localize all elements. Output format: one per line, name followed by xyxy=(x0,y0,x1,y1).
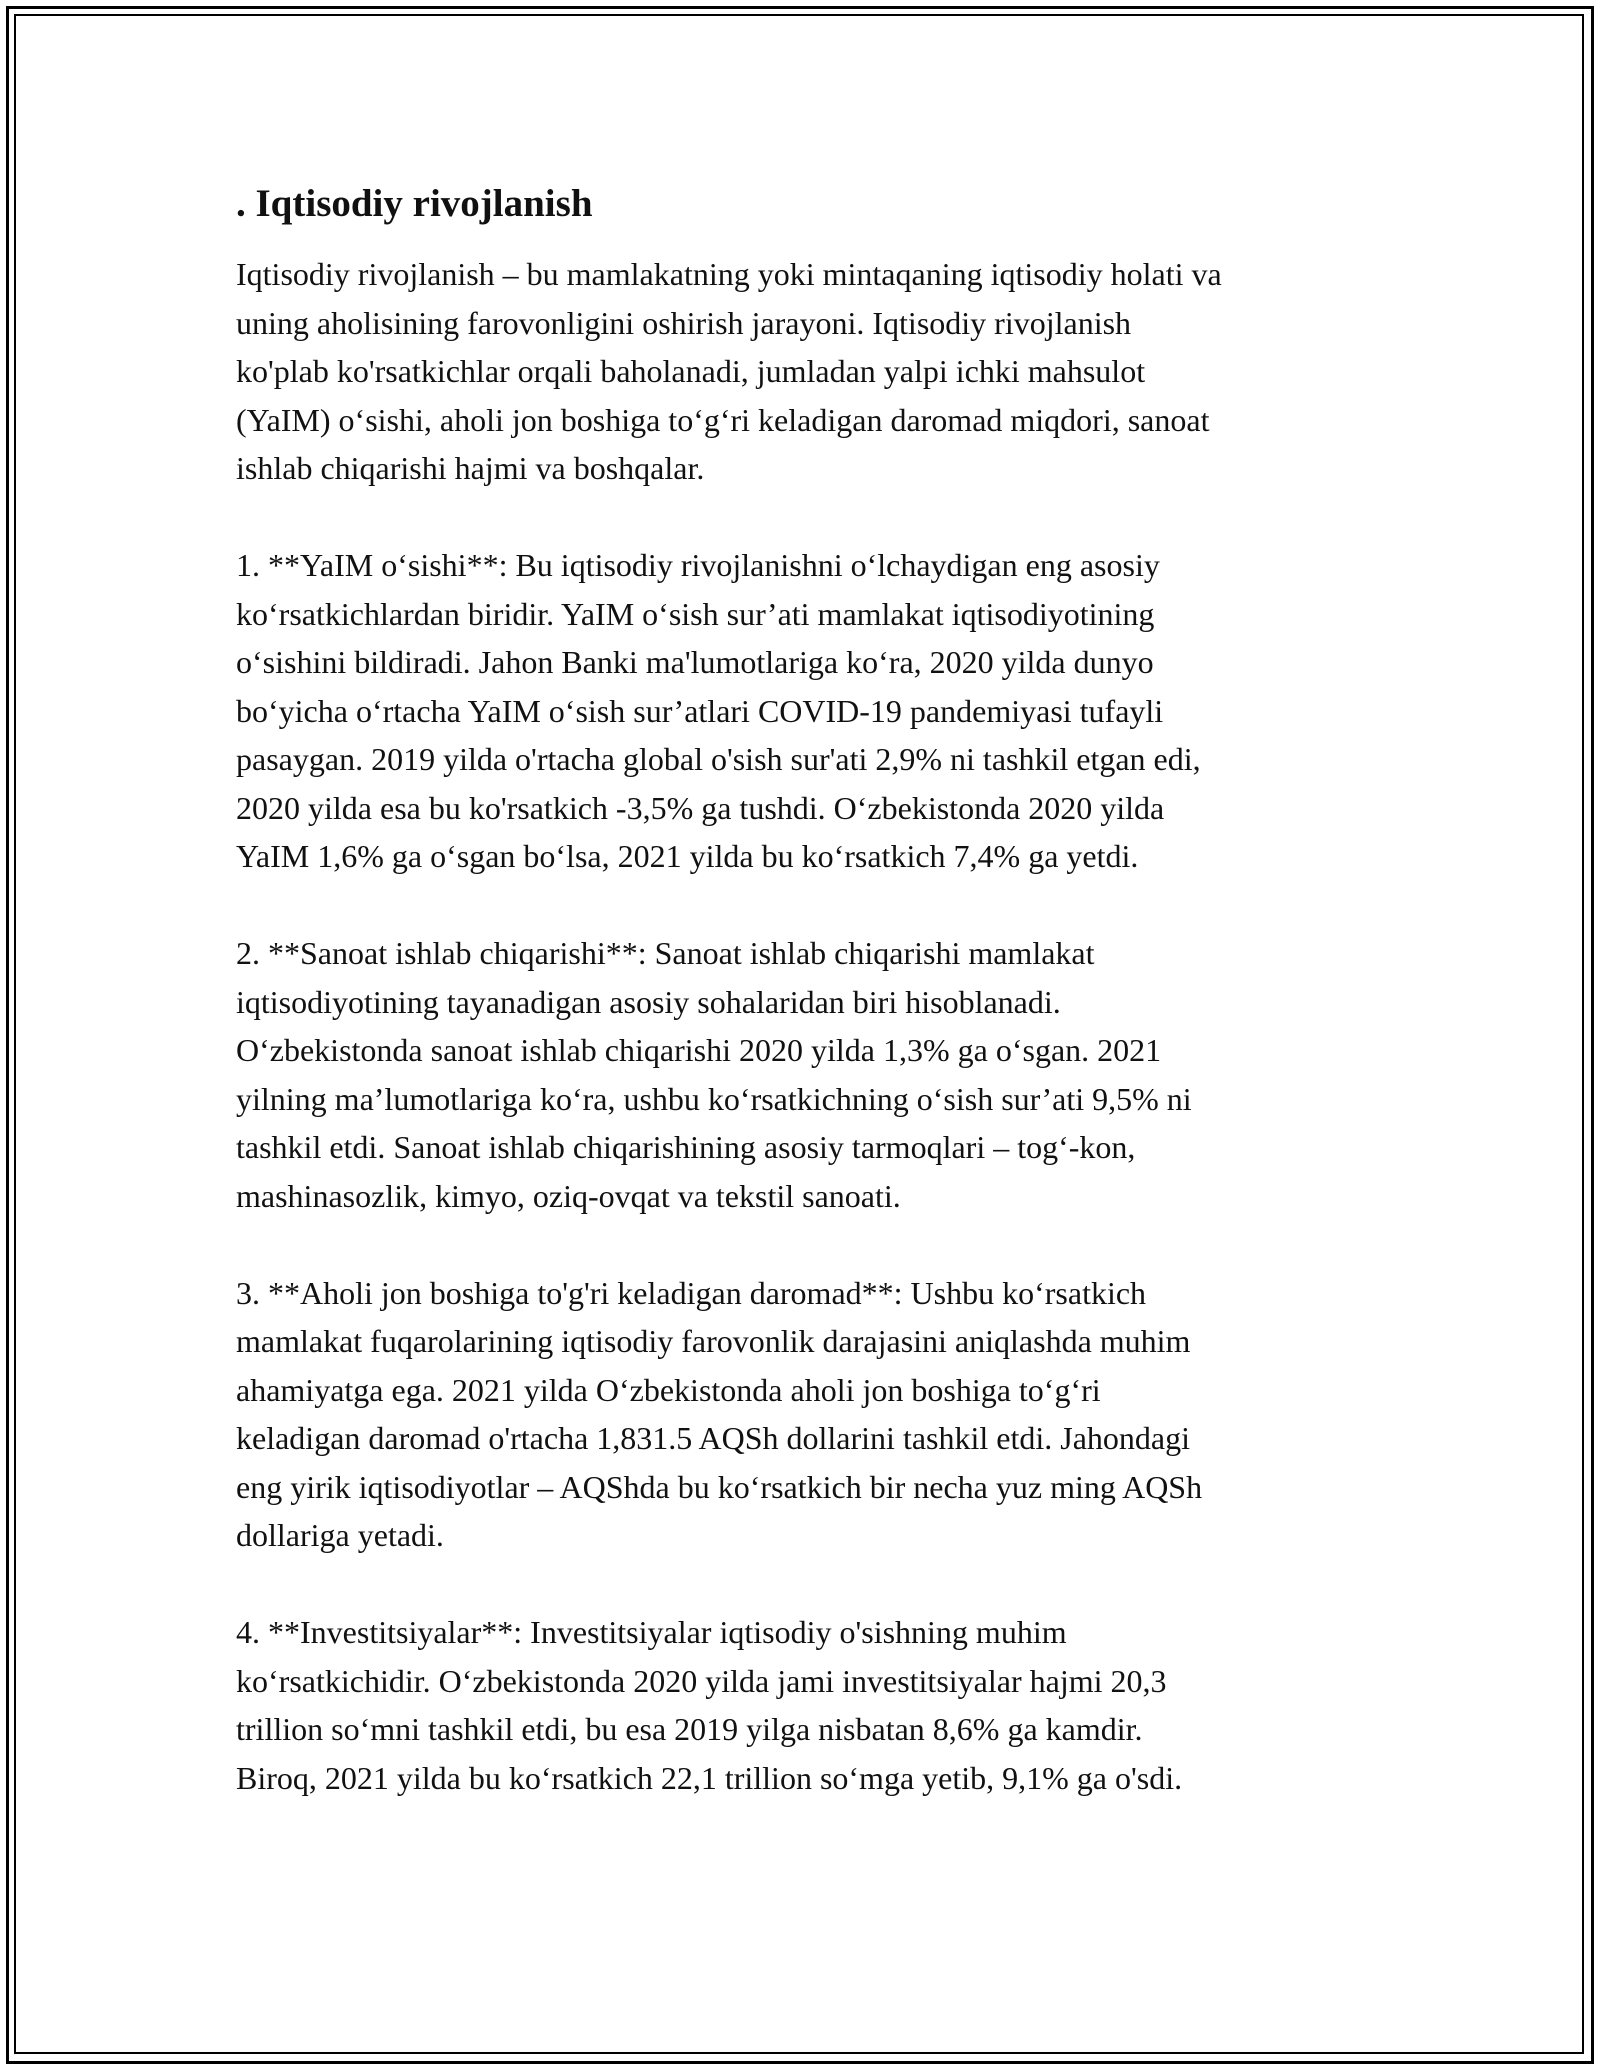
text-line: Biroq, 2021 yilda bu ko‘rsatkich 22,1 trillion so‘mga yetib, 9,1% ga o'sdi. xyxy=(236,1759,1183,1796)
document-body xyxy=(236,180,1376,1851)
text-line: ko‘rsatkichidir. O‘zbekistonda 2020 yilda jami investitsiyalar hajmi 20,3 xyxy=(236,1662,1167,1699)
text-line: uning aholisining farovonligini oshirish jarayoni. Iqtisodiy rivojlanish xyxy=(236,304,1132,341)
text-line: ahamiyatga ega. 2021 yilda O‘zbekistonda aholi jon boshiga to‘g‘ri xyxy=(236,1371,1101,1408)
text-line: ko'plab ko'rsatkichlar orqali baholanadi, jumladan yalpi ichki mahsulot xyxy=(236,353,1146,389)
text-line: tashkil etdi. Sanoat ishlab chiqarishining asosiy tarmoqlari – tog‘-kon, xyxy=(236,1129,1136,1165)
paragraph xyxy=(236,1608,1376,1802)
text-line: YaIM 1,6% ga o‘sgan bo‘lsa, 2021 yilda bu ko‘rsatkich 7,4% ga yetdi. xyxy=(236,838,1139,874)
text-line: 3. **Aholi jon boshiga to'g'ri keladigan daromad**: Ushbu ko‘rsatkich xyxy=(236,1274,1147,1311)
text-line: ishlab chiqarishi hajmi va boshqalar. xyxy=(236,450,705,486)
text-line: 4. **Investitsiyalar**: Investitsiyalar iqtisodiy o'sishning muhim xyxy=(236,1614,1067,1650)
text-line: 1. **YaIM o‘sishi**: Bu iqtisodiy rivojlanishni o‘lchaydigan eng asosiy xyxy=(236,547,1160,583)
text-line: yilning ma’lumotlariga ko‘ra, ushbu ko‘rsatkichning o‘sish sur’ati 9,5% ni xyxy=(236,1080,1192,1117)
text-line: dollariga yetadi. xyxy=(236,1517,444,1553)
text-line: bo‘yicha o‘rtacha YaIM o‘sish sur’atlari COVID-19 pandemiyasi tufayli xyxy=(236,692,1164,729)
paragraph xyxy=(236,250,1376,493)
text-line: ko‘rsatkichlardan biridir. YaIM o‘sish sur’ati mamlakat iqtisodiyotining xyxy=(236,595,1155,632)
text-line: mamlakat fuqarolarining iqtisodiy farovonlik darajasini aniqlashda muhim xyxy=(236,1323,1191,1359)
text-line: eng yirik iqtisodiyotlar – AQShda bu ko‘rsatkich bir necha yuz ming AQSh xyxy=(236,1468,1203,1505)
paragraph xyxy=(236,541,1376,881)
text-line: 2020 yilda esa bu ko'rsatkich -3,5% ga tushdi. O‘zbekistonda 2020 yilda xyxy=(236,789,1165,826)
text-line: iqtisodiyotining tayanadigan asosiy sohalaridan biri hisoblanadi. xyxy=(236,983,1061,1020)
paragraph xyxy=(236,929,1376,1220)
text-line: pasaygan. 2019 yilda o'rtacha global o'sish sur'ati 2,9% ni tashkil etgan edi, xyxy=(236,741,1201,777)
text-line: (YaIM) o‘sishi, aholi jon boshiga to‘g‘ri keladigan daromad miqdori, sanoat xyxy=(236,401,1210,438)
section-heading: . Iqtisodiy rivojlanish xyxy=(236,182,593,225)
text-line: 2. **Sanoat ishlab chiqarishi**: Sanoat ishlab chiqarishi mamlakat xyxy=(236,935,1095,971)
text-line: keladigan daromad o'rtacha 1,831.5 AQSh dollarini tashkil etdi. Jahondagi xyxy=(236,1420,1190,1456)
text-line: O‘zbekistonda sanoat ishlab chiqarishi 2020 yilda 1,3% ga o‘sgan. 2021 xyxy=(236,1032,1162,1068)
text-line: mashinasozlik, kimyo, oziq-ovqat va tekstil sanoati. xyxy=(236,1177,901,1214)
text-line: o‘sishini bildiradi. Jahon Banki ma'lumotlariga ko‘ra, 2020 yilda dunyo xyxy=(236,644,1154,680)
text-line: trillion so‘mni tashkil etdi, bu esa 2019 yilga nisbatan 8,6% ga kamdir. xyxy=(236,1711,1143,1747)
paragraph-list xyxy=(236,250,1376,1802)
text-line: Iqtisodiy rivojlanish – bu mamlakatning yoki mintaqaning iqtisodiy holati va xyxy=(236,256,1222,292)
paragraph xyxy=(236,1269,1376,1560)
